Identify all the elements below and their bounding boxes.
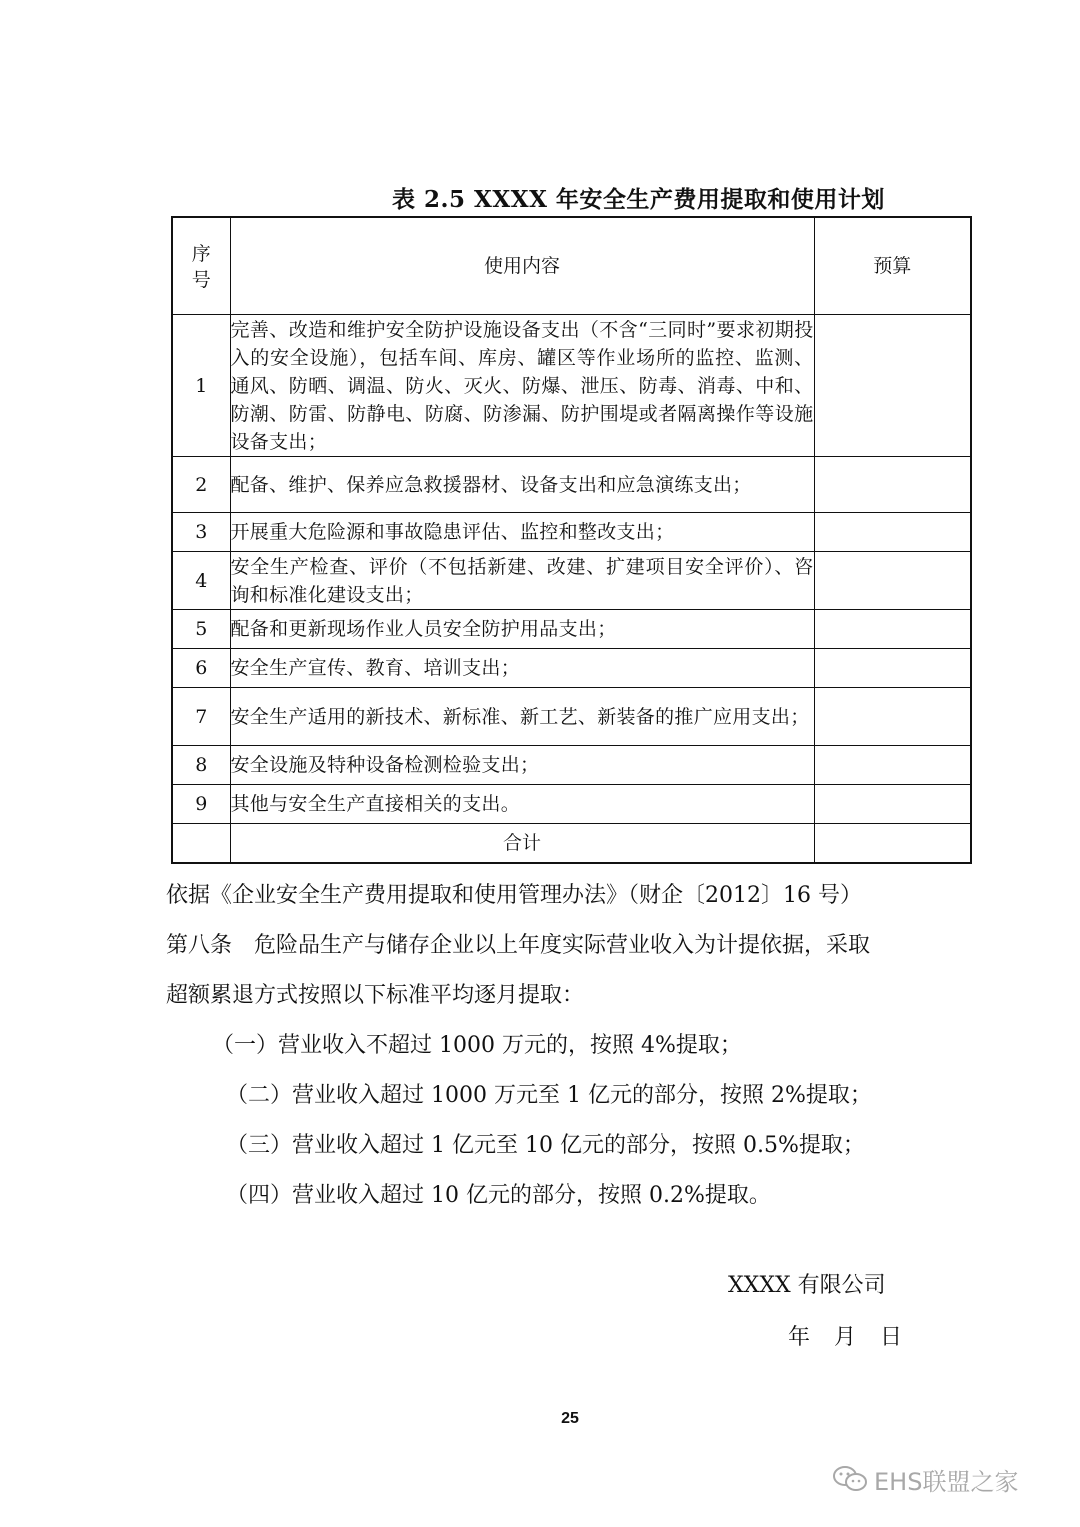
paragraph-line: 依据《企业安全生产费用提取和使用管理办法》（财企〔2012〕16 号）: [166, 883, 862, 908]
row-content: 完善、改造和维护安全防护设施设备支出（不含“三同时”要求初期投入的安全设施），包括车间、库房、罐区等作业场所的监控、监测、通风、防晒、调温、防火、灭火、防爆、泄压、防毒、消毒、中和、防潮、防雷、防静电、防腐、防渗漏、防护围堤或者隔离操作等设施设备支出；: [230, 315, 814, 457]
row-no: 3: [172, 513, 230, 552]
row-budget: [814, 610, 971, 649]
page-number: 25: [561, 1410, 579, 1427]
date-year: 年: [788, 1325, 811, 1350]
row-content: 开展重大危险源和事故隐患评估、监控和整改支出；: [230, 513, 814, 552]
row-content: 配备和更新现场作业人员安全防护用品支出；: [230, 610, 814, 649]
header-budget: 预算: [814, 217, 971, 315]
wechat-icon: [832, 1464, 868, 1494]
watermark: [832, 1462, 1018, 1496]
header-no: [172, 217, 230, 315]
row-content: 安全生产检查、评价（不包括新建、改建、扩建项目安全评价）、咨询和标准化建设支出；: [230, 552, 814, 610]
header-content: 使用内容: [230, 217, 814, 315]
date-month: 月: [834, 1325, 857, 1350]
row-no: 1: [172, 315, 230, 457]
row-budget: [814, 552, 971, 610]
row-budget: [814, 785, 971, 824]
total-budget: [814, 824, 971, 863]
row-content: 安全生产适用的新技术、新标准、新工艺、新装备的推广应用支出；: [230, 688, 814, 746]
row-no: 4: [172, 552, 230, 610]
row-budget: [814, 315, 971, 457]
table-row: [172, 649, 971, 688]
total-label: 合计: [230, 824, 814, 863]
row-budget: [814, 513, 971, 552]
paragraph-line: 超额累退方式按照以下标准平均逐月提取：: [166, 983, 585, 1008]
company-name: XXXX 有限公司: [728, 1273, 886, 1298]
rate-item: （二）营业收入超过 1000 万元至 1 亿元的部分，按照 2%提取；: [226, 1083, 872, 1108]
watermark-text: EHS联盟之家: [874, 1467, 1019, 1496]
row-budget: [814, 688, 971, 746]
header-no-text: 序 号: [191, 243, 211, 291]
table-header-row: [172, 217, 971, 315]
table-row: [172, 552, 971, 610]
row-content: 安全生产宣传、教育、培训支出；: [230, 649, 814, 688]
row-no: 5: [172, 610, 230, 649]
rate-item: （一）营业收入不超过 1000 万元的，按照 4%提取；: [212, 1033, 742, 1058]
row-no: 8: [172, 746, 230, 785]
table-row: [172, 785, 971, 824]
date-line: [788, 1320, 926, 1351]
row-content: 安全设施及特种设备检测检验支出；: [230, 746, 814, 785]
date-day: 日: [880, 1325, 903, 1350]
row-budget: [814, 746, 971, 785]
row-content: 其他与安全生产直接相关的支出。: [230, 785, 814, 824]
row-no: 2: [172, 457, 230, 513]
table-row: [172, 610, 971, 649]
table-row: [172, 457, 971, 513]
table-title: 表 2.5 XXXX 年安全生产费用提取和使用计划: [392, 186, 885, 213]
row-content: 配备、维护、保养应急救援器材、设备支出和应急演练支出；: [230, 457, 814, 513]
table-row: [172, 513, 971, 552]
total-no: [172, 824, 230, 863]
table-total-row: [172, 824, 971, 863]
row-budget: [814, 457, 971, 513]
paragraph-line: 第八条 危险品生产与储存企业以上年度实际营业收入为计提依据，采取: [166, 933, 871, 958]
row-no: 9: [172, 785, 230, 824]
table-row: [172, 315, 971, 457]
rate-item: （四）营业收入超过 10 亿元的部分，按照 0.2%提取。: [226, 1183, 771, 1208]
rate-item: （三）营业收入超过 1 亿元至 10 亿元的部分，按照 0.5%提取；: [226, 1133, 865, 1158]
table-row: [172, 688, 971, 746]
row-no: 7: [172, 688, 230, 746]
table-row: [172, 746, 971, 785]
row-budget: [814, 649, 971, 688]
budget-table: [171, 216, 972, 864]
row-no: 6: [172, 649, 230, 688]
